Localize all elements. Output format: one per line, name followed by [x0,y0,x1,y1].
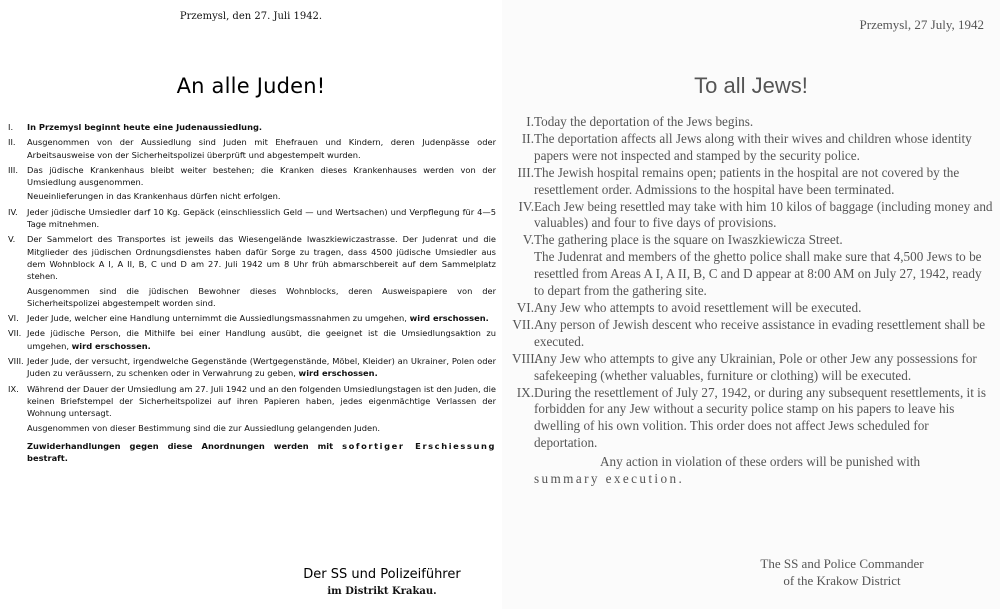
german-closing-emphasis: sofortiger Erschiessung [342,440,496,451]
german-signature-district: im Distrikt Krakau. [327,586,437,597]
german-order-item [8,164,496,189]
german-order-spacer [8,434,496,437]
english-signature-title: The SS and Police Commander [760,556,924,571]
german-closing-warning [8,440,496,465]
english-order-item [508,385,994,453]
german-order-number: IV. [8,206,18,217]
german-order-item [8,312,496,324]
english-order-item [508,114,994,131]
german-order-text [27,328,496,350]
german-order-text [27,137,496,159]
german-order-text [27,122,262,132]
german-order-text [27,313,489,323]
german-order-text-part: wird erschossen. [71,340,151,351]
english-closing-warning: Any action in violation of these orders will be punished with [600,454,921,470]
english-order-number-text: IV. [518,198,534,214]
english-order-item [508,165,994,199]
english-order-item [508,317,994,351]
german-title: An alle Juden! [176,74,326,98]
english-order-text: The deportation affects all Jews along with their wives and children whose identity papers were not inspected and stamped by the security police. [534,130,972,163]
german-order-list [8,121,496,464]
english-order-number-text: VI. [516,299,534,315]
english-order-text: During the resettlement of July 27, 1942, or during any subsequent resettlements, it is forbidden for any Jew without a security police stamp on his papers to leave his dwelling of his own volition. This order does not affect Jews scheduled for deportation. [534,384,986,451]
german-signature-title: Der SS und Polizeiführer [303,567,461,582]
english-order-number-text: V. [522,232,534,248]
english-order-number-text: II. [521,130,534,146]
english-order-number [508,385,534,402]
english-order-text: Each Jew being resettled may take with him 10 kilos of baggage (including money and valuables) and four to five days of provisions. [534,198,993,231]
german-closing-main: Zuwiderhandlungen gegen diese Anordnungen werden mit [27,440,343,451]
english-order-number [508,350,538,368]
german-date: Przemysl, den 27. Juli 1942. [179,11,323,22]
german-order-number: V. [8,234,16,245]
german-order-text-part: Jeder Jude, der versucht, irgendwelche Gegenstände (Wertgegenstände, Möbel, Kleider) an Ukrainer, Polen oder Juden zu veräussern, zu schenken oder in Verwahrung zu geben, [27,356,496,379]
english-order-number-text: VII. [512,316,534,332]
english-order-number-text: I. [526,114,534,129]
english-order-number-text: IX. [516,384,534,400]
german-order-item [8,233,496,282]
german-order-item [8,121,496,133]
german-order-text [27,207,496,229]
german-order-text-part: Der Sammelort des Transportes ist jeweils das Wiesengelände Iwaszkiewiczastrasse. Der Judenrat und die Mitglieder des jüdischen Ordnungsdienstes haben dafür Sorge zu tragen, dass 4500 jüdische Umsiedler aus dem Wohnblock A I, A II, B, C und D am 27. Juli 1942 um 8 Uhr früh abmarschbereit auf dem Sammelplatz stehen. [27,234,496,282]
english-order-number [508,114,534,131]
english-order-text: The Jewish hospital remains open; patients in the hospital are not covered by the resettlement order. Admissions to the hospital have been terminated. [534,164,960,197]
german-order-text-part: Jeder jüdische Umsiedler darf 10 Kg. Gepäck (einschliesslich Geld — und Wertsachen) und Verpflegung für 4—5 Tage mitnehmen. [27,206,496,230]
german-order-text-part: In Przemysl beginnt heute eine Judenaussiedlung. [27,122,263,132]
german-order-number: IX. [8,383,19,394]
english-closing-emphasis: summary execution. [534,471,685,487]
english-order-number [508,317,534,334]
english-order-text: Any Jew who attempts to avoid resettlement will be executed. [534,299,862,315]
german-order-item [8,136,496,161]
german-order-text-part: Ausgenommen von der Aussiedlung sind Juden mit Ehefrauen und Kindern, deren Judenpässe oder Arbeitsausweise von der Sicherheitspolizei überprüft und abgestempelt wurden. [27,137,496,160]
english-order-number [508,300,534,317]
english-order-item [508,199,994,233]
english-order-item [508,232,994,249]
german-order-text [27,234,496,281]
german-order-number: VI. [8,313,19,324]
german-order-text [27,384,496,419]
german-order-number: III. [8,164,18,175]
german-order-item [8,355,496,380]
german-order-item [8,327,496,352]
english-order-item [508,131,994,165]
english-order-number [508,165,534,182]
german-closing-end: bestraft. [27,453,68,464]
english-order-text: Any person of Jewish descent who receive assistance in evading resettlement shall be executed. [534,316,986,349]
english-title: To all Jews! [694,73,808,98]
english-order-number [508,199,534,216]
german-order-note: Ausgenommen von dieser Bestimmung sind die zur Aussiedlung gelangenden Juden. [27,422,381,433]
english-order-text: Today the deportation of the Jews begins. [534,114,754,129]
german-order-number: II. [8,137,16,148]
german-order-item [8,383,496,420]
english-order-text: The gathering place is the square on Iwaszkiewicza Street. [534,232,843,248]
german-order-number: VIII. [8,356,24,367]
english-order-text: Any Jew who attempts to give any Ukrainian, Pole or other Jew any possessions for safekeeping (whether valuables, furniture or clothing) will be executed. [534,350,977,383]
german-order-number: VII. [8,328,22,339]
english-order-number-text: VIII. [512,350,538,366]
german-order-text-part: Während der Dauer der Umsiedlung am 27. Juli 1942 und an den folgenden Umsiedlungstagen ist den Juden, die keinen Briefstempel der Sicherheitspolizei auf ihren Papieren haben, jedes eigenmächtige Verlassen der Wohnung untersagt. [27,383,496,419]
german-order-text-part: wird erschossen. [409,313,489,324]
english-order-list [508,114,994,488]
german-order-text [27,165,496,187]
english-order-number [508,131,534,148]
english-order-number-text: III. [517,164,534,180]
german-order-text [27,356,496,378]
english-order-note: The Judenrat and members of the ghetto police shall make sure that 4,500 Jews to be resettled from Areas A I, A II, B, C and D appear at 8:00 AM on July 27, 1942, ready to depart from the gathering site. [534,249,982,299]
german-order-text-part: wird erschossen. [298,368,378,379]
english-order-item [508,351,994,385]
german-order-note: Neueinlieferungen in das Krankenhaus dürfen nicht erfolgen. [27,191,281,202]
english-signature-district: of the Krakow District [783,573,901,588]
english-translation [502,0,1000,609]
german-order-text-part: Jede jüdische Person, die Mithilfe bei einer Handlung ausübt, die geeignet ist die Umsiedlungsaktion zu umgehen, [27,328,496,351]
german-order-item [8,206,496,231]
english-date: Przemysl, 27 July, 1942 [859,17,984,32]
english-order-number [508,232,534,249]
german-order-text-part: Jeder Jude, welcher eine Handlung unternimmt die Aussiedlungsmassnahmen zu umgehen, [27,313,410,324]
german-order-note: Ausgenommen sind die jüdischen Bewohner dieses Wohnblocks, deren Ausweispapiere von der Sicherheitspolizei abgestempelt worden sind. [27,285,496,308]
english-order-item [508,300,994,317]
german-order-number: I. [8,122,14,132]
german-order-text-part: Das jüdische Krankenhaus bleibt weiter bestehen; die Kranken dieses Krankenhauses werden von der Umsiedlung ausgenommen. [27,164,496,188]
